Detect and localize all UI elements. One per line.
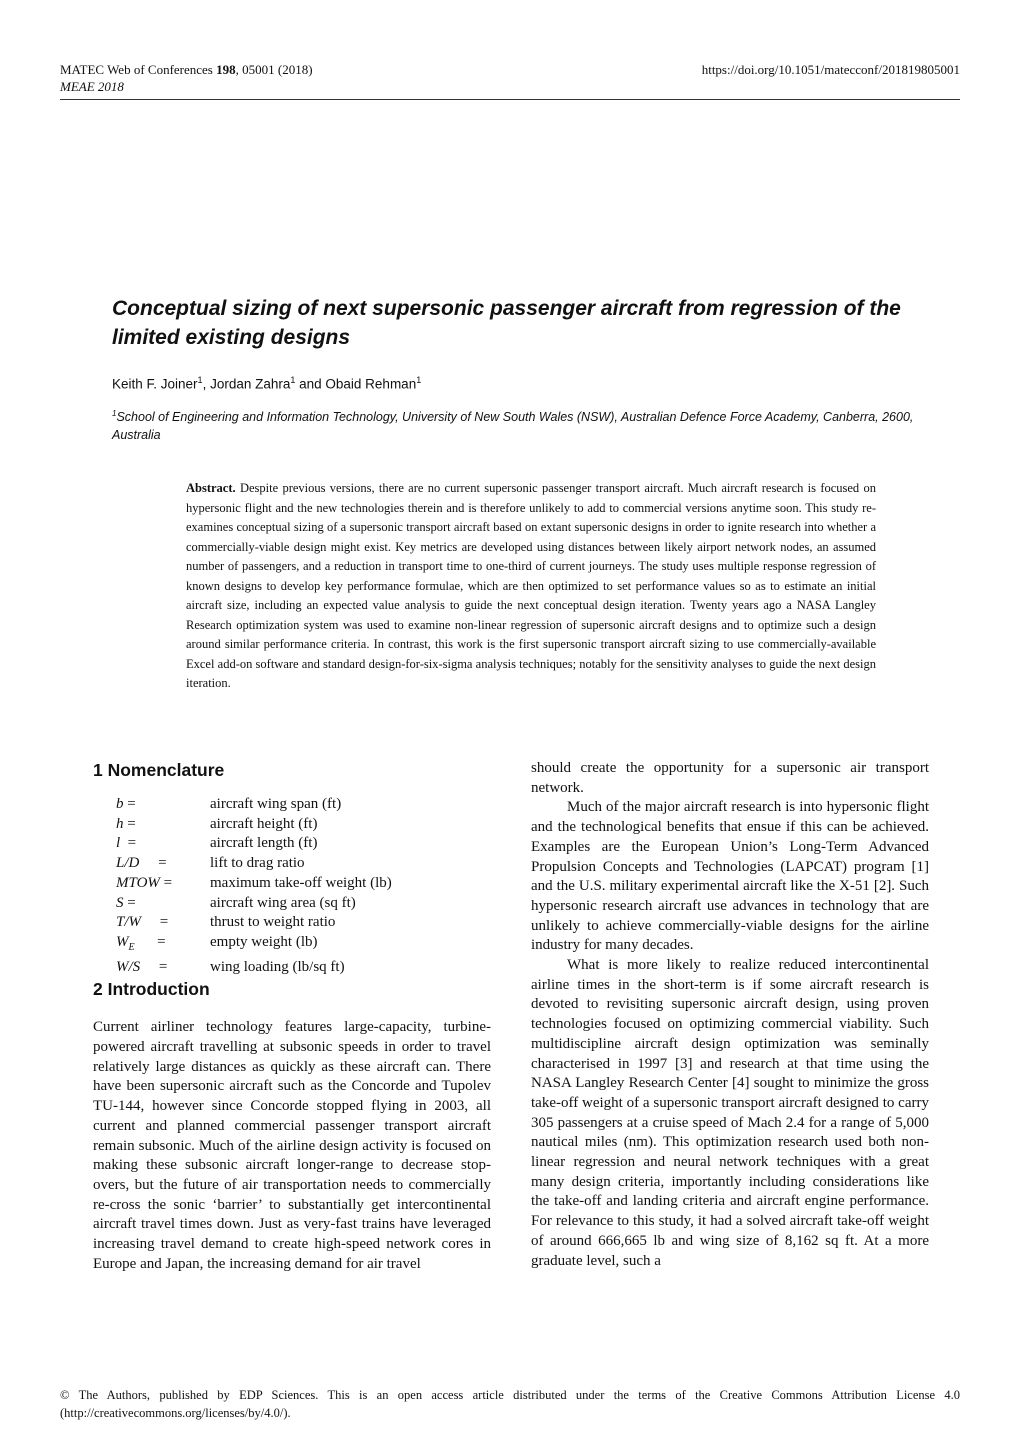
symbol: l [116,835,121,852]
author-affil-marker: 1 [416,375,422,385]
nomenclature-definition: wing loading (lb/sq ft) [210,958,345,975]
equals-sign: = [140,958,168,975]
symbol: L/D [116,855,140,872]
symbol: T/W [116,914,142,931]
nomenclature-symbol [116,933,210,958]
nomenclature-item [116,834,491,854]
doi-link[interactable]: https://doi.org/10.1051/matecconf/201819805001 [701,62,960,77]
nomenclature-item [116,933,491,958]
body-paragraph: should create the opportunity for a supersonic air transport network. [531,760,929,796]
nomenclature-definition: lift to drag ratio [210,855,305,872]
journal-citation [60,61,313,95]
nomenclature-item [116,815,491,835]
abstract [186,479,876,694]
left-column [93,758,491,1274]
nomenclature-definition: maximum take-off weight (lb) [210,874,392,891]
equals-sign: = [139,855,167,872]
nomenclature-definition: aircraft length (ft) [210,835,318,852]
nomenclature-symbol [116,913,210,933]
nomenclature-definition: aircraft wing span (ft) [210,796,342,812]
author-affil-marker: 1 [197,375,203,385]
equals-sign: = [159,874,173,891]
nomenclature-definition: empty weight (lb) [210,933,318,950]
symbol: W [116,933,129,950]
nomenclature-symbol [116,815,210,835]
body-paragraph: Current airliner technology features large-capacity, turbine-powered aircraft travelling at subsonic speeds in order to travel relatively large distances as quickly as these aircraft can. There have been supersonic aircraft such as the Concorde and Tupolev TU-144, however since Concorde stopped flying in 2003, all current and planned commercial passenger transport aircraft remain subsonic. Much of the airline design activity is focused on making these subsonic aircraft longer-range to decrease stop-overs, but the future of air transportation needs to commercially re-cross the sonic ‘barrier’ to substantially get intercontinental aircraft travel times down. Just as very-fast trains have leveraged increasing travel demand to create high-speed network cores in Europe and Japan, the increasing demand for air travel [93,1019,491,1272]
author-name: and Obaid Rehman [295,376,417,392]
author-affil-marker: 1 [290,375,296,385]
nomenclature-symbol [116,854,210,874]
right-column [531,759,929,1271]
author-name: Keith F. Joiner [112,376,198,392]
nomenclature-symbol [116,958,210,978]
equals-sign: = [123,894,136,911]
journal-volume: 198 [216,62,236,77]
affiliation [112,405,962,444]
journal-name: MATEC Web of Conferences [60,62,217,77]
nomenclature-item [116,854,491,874]
symbol: MTOW [116,874,160,891]
equals-sign: = [134,933,166,950]
equals-sign: = [141,914,169,931]
body-paragraph: What is more likely to realize reduced intercontinental airline times in the short-term is if some aircraft research is devoted to revisiting supersonic aircraft design, using proven technologies focused on optimizing commercial viability. Such multidiscipline aircraft design optimization was seminally characterised in 1997 [3] and research at that time using the NASA Langley Research Center [4] sought to minimize the gross take-off weight of a supersonic transport aircraft designed to carry 305 passengers at a cruise speed of Mach 2.4 for a range of 5,000 nautical miles (nm). This optimization research used both non-linear regression and neural network techniques with a great many design criteria, importantly including considerations like the take-off and landing criteria and aircraft engine performance. For relevance to this study, it had a solved aircraft take-off weight of around 666,665 lb and wing size of 8,162 sq ft. At a more graduate level, such a [531,957,929,1269]
section-heading-introduction: 2 Introduction [93,979,210,1000]
symbol: b [116,796,124,812]
nomenclature-symbol [116,874,210,894]
symbol: W/S [116,958,141,975]
equals-sign: = [123,815,136,832]
affiliation-marker: 1 [112,409,117,418]
nomenclature-item [116,913,491,933]
running-header [60,61,960,100]
abstract-text: Despite previous versions, there are no current supersonic passenger transport aircraft. Much aircraft research is focused on hypersonic flight and the new technologies therein and is therefore unlikely to add to commercial versions anytime soon. This study re-examines conceptual sizing of a supersonic transport aircraft based on extant supersonic designs in order to ignite research into whether a commercially-viable design might exist. Key metrics are developed using distances between likely airport network nodes, an assumed number of passengers, and a reduction in transport time to one-third of current journeys. The study uses multiple response regression of known designs to develop key performance formulae, which are then optimized to set performance values so as to estimate an initial aircraft size, including an expected value analysis to guide the next conceptual design iteration. Twenty years ago a NASA Langley Research optimization system was used to examine non-linear regression of supersonic aircraft designs and to optimize such a design around similar performance criteria. In contrast, this work is the first supersonic transport aircraft sizing to use commercially-available Excel add-on software and standard design-for-six-sigma analysis techniques; notably for the sensitivity analyses to guide the next design iteration. [186,481,876,690]
paper-title: Conceptual sizing of next supersonic passenger aircraft from regression of the limited existing designs [112,297,901,349]
nomenclature-item [116,874,491,894]
nomenclature-list [116,795,491,977]
author-list [112,375,421,392]
nomenclature-symbol [116,795,210,815]
nomenclature-item [116,958,491,978]
conference-name: MEAE 2018 [60,79,124,94]
body-paragraph: Much of the major aircraft research is into hypersonic flight and the technological benefits that ensue if this can be achieved. Examples are the European Union’s Long-Term Advanced Propulsion Concepts and Technologies (LAPCAT) program [1] and the U.S. military experimental aircraft like the X-51 [2]. Such hypersonic research aircraft use advances in technology that are unlikely to achieve commercially-viable designs for the airline industry for many decades. [531,799,929,954]
nomenclature-symbol [116,834,210,854]
equals-sign: = [123,796,136,812]
nomenclature-item [116,894,491,914]
nomenclature-symbol [116,894,210,914]
nomenclature-definition: aircraft wing area (sq ft) [210,894,356,911]
nomenclature-definition: aircraft height (ft) [210,815,318,832]
symbol-subscript: E [128,941,135,953]
affiliation-text: School of Engineering and Information Technology, University of New South Wales (NSW), Australian Defence Force Academy, Canberra, 2600, Australia [112,410,914,443]
author-name: , Jordan Zahra [202,376,291,392]
abstract-label: Abstract. [186,481,236,495]
nomenclature-item [116,795,491,815]
license-footer: © The Authors, published by EDP Sciences. This is an open access article distributed under the terms of the Creative Commons Attribution License 4.0 (http://creativecommons.org/licenses/by/4.0/). [60,1388,960,1420]
symbol: h [116,815,124,832]
journal-article-number: , 05001 (2018) [235,62,313,77]
nomenclature-definition: thrust to weight ratio [210,914,336,931]
symbol: S [116,894,124,911]
equals-sign: = [120,835,137,852]
section-heading-nomenclature: 1 Nomenclature [93,760,225,780]
